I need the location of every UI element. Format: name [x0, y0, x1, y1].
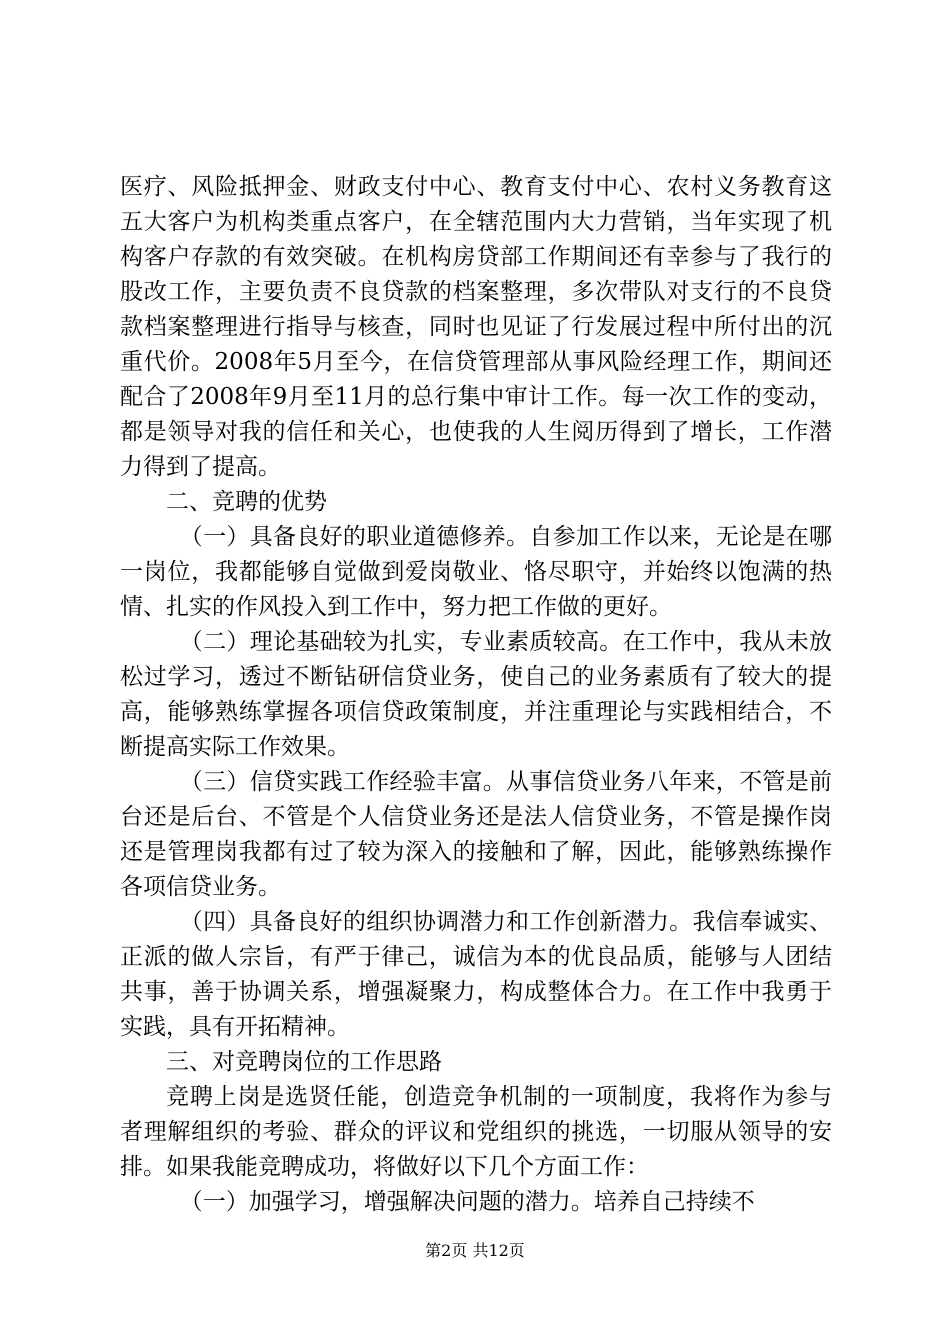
paragraph-advantage-1: （一）具备良好的职业道德修养。自参加工作以来，无论是在哪一岗位，我都能够自觉做到爱岗敬业、恪尽职守，并始终以饱满的热情、扎实的作风投入到工作中，努力把工作做的更好。 — [120, 524, 832, 620]
paragraph-continuation: 医疗、风险抵押金、财政支付中心、教育支付中心、农村义务教育这五大客户为机构类重点客户，在全辖范围内大力营销，当年实现了机构客户存款的有效突破。在机构房贷部工作期间还有幸参与了我行的股改工作，主要负责不良贷款的档案整理，多次带队对支行的不良贷款档案整理进行指导与核查，同时也见证了行发展过程中所付出的沉重代价。2008年5月至今，在信贷管理部从事风险经理工作，期间还配合了2008年9月至11月的总行集中审计工作。每一次工作的变动，都是领导对我的信任和关心，也使我的人生阅历得到了增长，工作潜力得到了提高。 — [120, 174, 832, 480]
document-body — [120, 170, 832, 1220]
page-number-label: 第2页 共12页 — [425, 1241, 525, 1260]
paragraph-advantage-3: （三）信贷实践工作经验丰富。从事信贷业务八年来，不管是前台还是后台、不管是个人信贷业务还是法人信贷业务，不管是操作岗还是管理岗我都有过了较为深入的接触和了解，因此，能够熟练操作各项信贷业务。 — [120, 769, 832, 900]
section-heading-advantages: 二、竞聘的优势 — [166, 489, 327, 515]
paragraph-work-plan-1: （一）加强学习，增强解决问题的潜力。培养自己持续不 — [179, 1189, 755, 1215]
paragraph-work-plan-intro: 竞聘上岗是选贤任能，创造竞争机制的一项制度，我将作为参与者理解组织的考验、群众的评议和党组织的挑选，一切服从领导的安排。如果我能竞聘成功，将做好以下几个方面工作： — [120, 1084, 832, 1180]
page-footer — [0, 1241, 950, 1261]
paragraph-advantage-4: （四）具备良好的组织协调潜力和工作创新潜力。我信奉诚实、正派的做人宗旨，有严于律己，诚信为本的优良品质，能够与人团结共事，善于协调关系，增强凝聚力，构成整体合力。在工作中我勇于实践，具有开拓精神。 — [120, 909, 832, 1040]
section-heading-work-plan: 三、对竞聘岗位的工作思路 — [166, 1049, 442, 1075]
paragraph-advantage-2: （二）理论基础较为扎实，专业素质较高。在工作中，我从未放松过学习，透过不断钻研信贷业务，使自己的业务素质有了较大的提高，能够熟练掌握各项信贷政策制度，并注重理论与实践相结合，不断提高实际工作效果。 — [120, 629, 832, 760]
